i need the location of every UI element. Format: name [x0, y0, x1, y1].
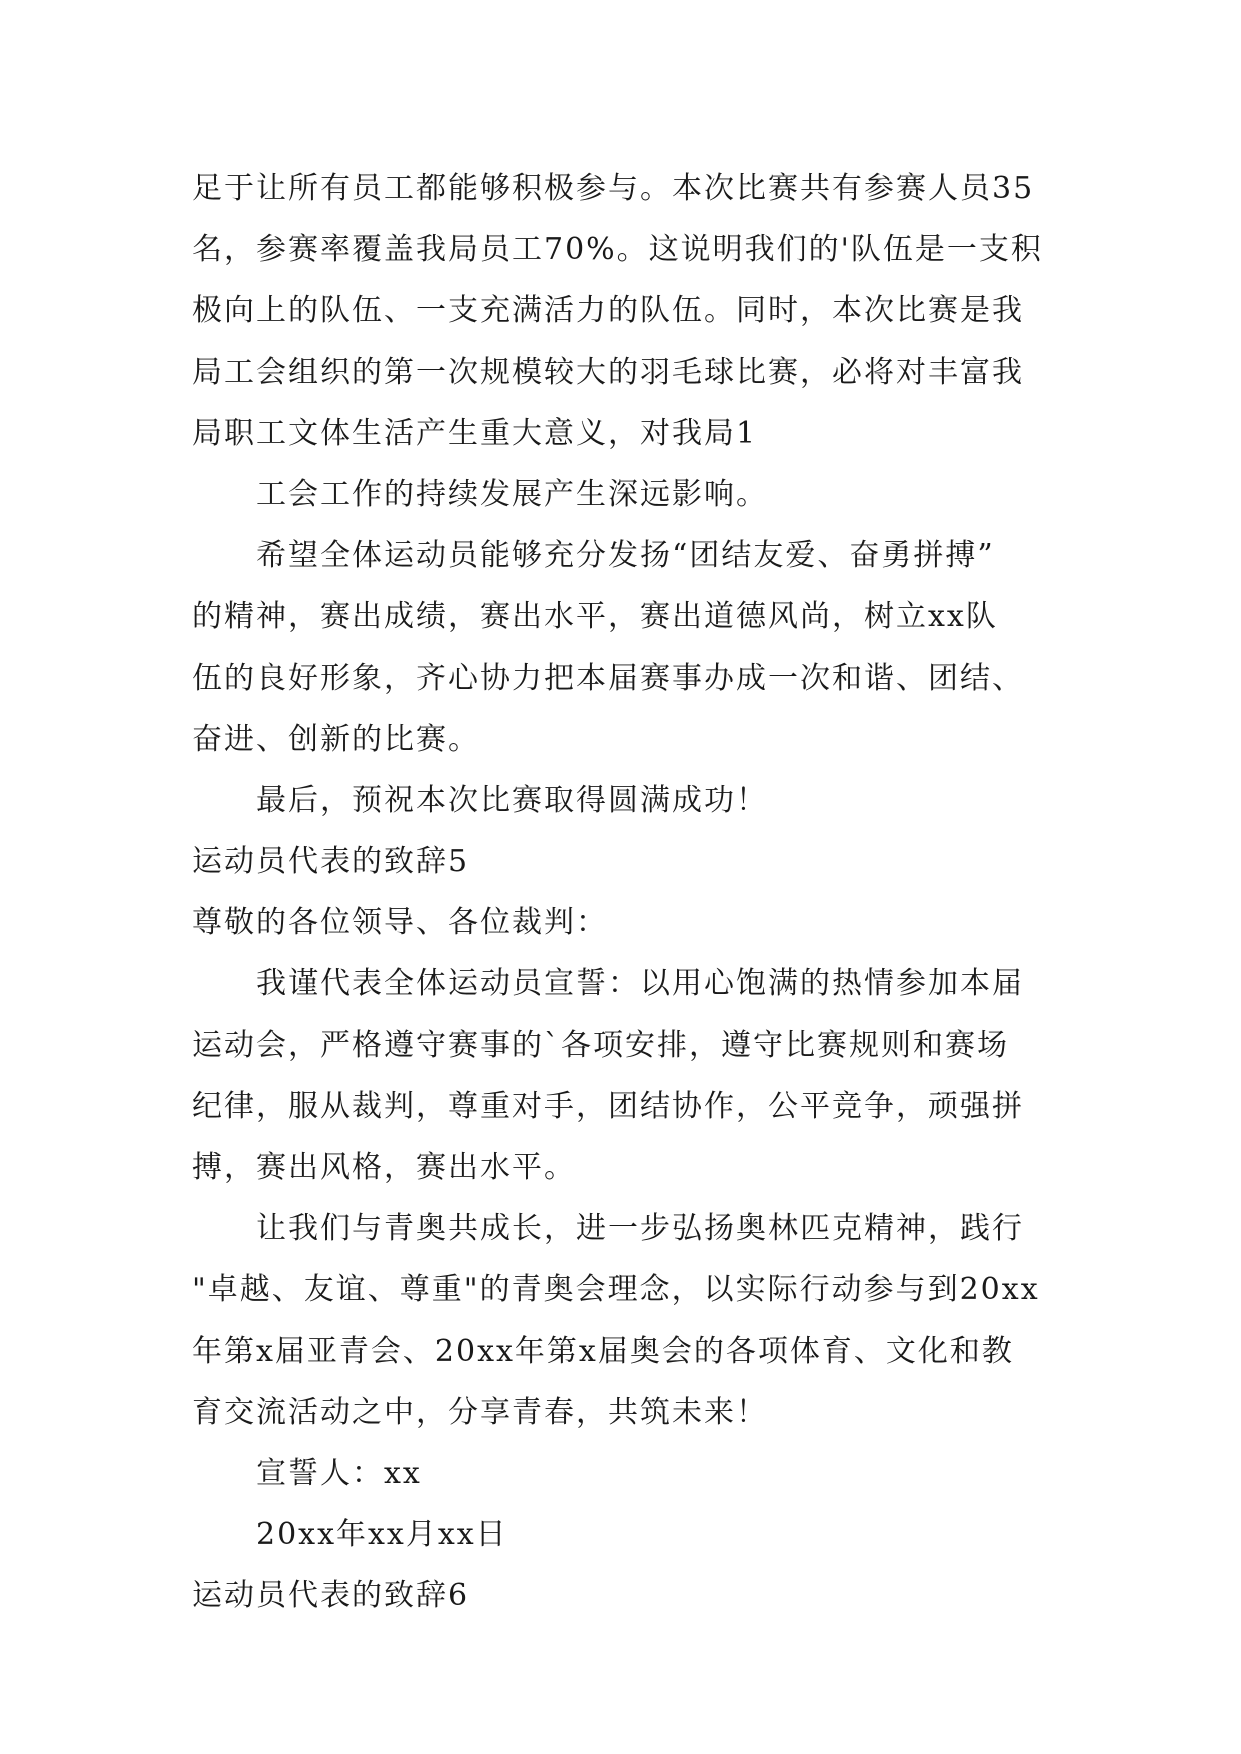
- body-line: 足于让所有员工都能够积极参与。本次比赛共有参赛人员35: [192, 171, 1035, 206]
- body-line: 育交流活动之中，分享青春，共筑未来！: [192, 1394, 768, 1430]
- body-line: 搏，赛出风格，赛出水平。: [192, 1150, 576, 1185]
- body-line: 极向上的队伍、一支充满活力的队伍。同时，本次比赛是我: [192, 293, 1024, 329]
- paragraph-start: 让我们与青奥共成长，进一步弘扬奥林匹克精神，践行: [256, 1211, 1024, 1247]
- body-line: 局职工文体生活产生重大意义，对我局1: [192, 415, 758, 451]
- body-line: 名，参赛率覆盖我局员工70%。这说明我们的'队伍是一支积: [192, 232, 1043, 268]
- body-line: 运动会，严格遵守赛事的`各项安排，遵守比赛规则和赛场: [192, 1027, 1009, 1063]
- body-line: "卓越、友谊、尊重"的青奥会理念，以实际行动参与到20xx: [192, 1272, 1040, 1308]
- paragraph-start: 我谨代表全体运动员宣誓：以用心饱满的热情参加本届: [256, 966, 1024, 1002]
- oath-taker: 宣誓人：xx: [256, 1455, 422, 1491]
- body-line: 的精神，赛出成绩，赛出水平，赛出道德风尚，树立xx队: [192, 599, 998, 635]
- date-line: 20xx年xx月xx日: [256, 1517, 508, 1553]
- paragraph-start: 希望全体运动员能够充分发扬“团结友爱、奋勇拼搏”: [256, 538, 995, 574]
- document-body: [192, 158, 1092, 1627]
- paragraph-start: 最后，预祝本次比赛取得圆满成功！: [256, 782, 768, 818]
- body-line: 伍的良好形象，齐心协力把本届赛事办成一次和谐、团结、: [192, 660, 1024, 696]
- section-heading: 运动员代表的致辞5: [192, 844, 470, 880]
- body-line: 奋进、创新的比赛。: [192, 721, 480, 757]
- paragraph-start: 工会工作的持续发展产生深远影响。: [256, 476, 768, 512]
- section-heading: 运动员代表的致辞6: [192, 1578, 470, 1614]
- body-line: 局工会组织的第一次规模较大的羽毛球比赛，必将对丰富我: [192, 354, 1024, 390]
- body-line: 纪律，服从裁判，尊重对手，团结协作，公平竞争，顽强拼: [192, 1088, 1024, 1124]
- salutation: 尊敬的各位领导、各位裁判：: [192, 905, 608, 941]
- body-line: 年第x届亚青会、20xx年第x届奥会的各项体育、文化和教: [192, 1333, 1014, 1369]
